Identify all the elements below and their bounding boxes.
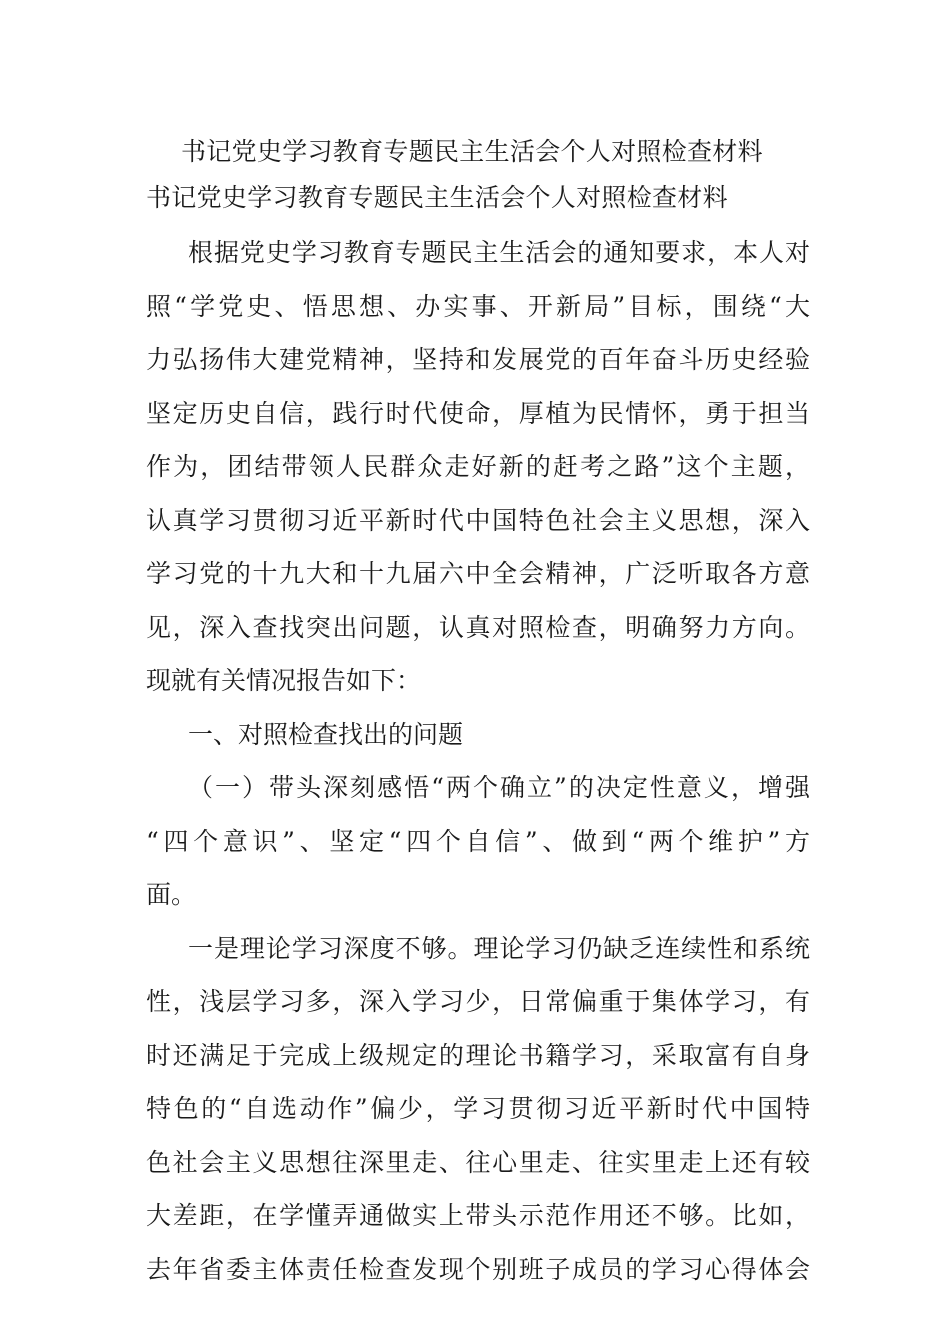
paragraph-line: 作为，团结带领人民群众走好新的赶考之路”这个主题， [146,452,810,481]
paragraph-line: 大差距，在学懂弄通做实上带头示范作用还不够。比如， [146,1201,810,1230]
paragraph-line: 特色的“自选动作”偏少，学习贯彻习近平新时代中国特 [146,1094,810,1123]
subsection-heading-line: “四个意识”、坚定“四个自信”、做到“两个维护”方 [146,826,810,856]
paragraph-line: 认真学习贯彻习近平新时代中国特色社会主义思想，深入 [146,505,810,535]
paragraph-line: 根据党史学习教育专题民主生活会的通知要求，本人对 [188,238,810,267]
paragraph-line: 色社会主义思想往深里走、往心里走、往实里走上还有较 [146,1147,810,1177]
document-title: 书记党史学习教育专题民主生活会个人对照检查材料 [181,137,763,166]
document-title-repeat: 书记党史学习教育专题民主生活会个人对照检查材料 [146,183,728,212]
paragraph-line: 力弘扬伟大建党精神，坚持和发展党的百年奋斗历史经验 [146,345,810,374]
paragraph-line: 性，浅层学习多，深入学习少，日常偏重于集体学习，有 [146,987,810,1016]
paragraph-line: 学习党的十九大和十九届六中全会精神，广泛听取各方意 [146,559,810,588]
section-heading: 一、对照检查找出的问题 [188,719,464,749]
document-body [146,226,810,1296]
subsection-heading-line: （一）带头深刻感悟“两个确立”的决定性意义，增强 [188,773,810,802]
paragraph-line: 现就有关情况报告如下： [146,666,422,695]
paragraph-line: 时还满足于完成上级规定的理论书籍学习，采取富有自身 [146,1040,810,1070]
paragraph-line: 坚定历史自信，践行时代使命，厚植为民情怀，勇于担当 [146,398,810,428]
paragraph-line: 去年省委主体责任检查发现个别班子成员的学习心得体会 [146,1254,810,1284]
paragraph-line: 照“学党史、悟思想、办实事、开新局”目标，围绕“大 [146,291,810,321]
paragraph-line: 一是理论学习深度不够。理论学习仍缺乏连续性和系统 [188,933,810,963]
subsection-heading-line: 面。 [146,880,197,909]
paragraph-line: 见，深入查找突出问题，认真对照检查，明确努力方向。 [146,612,810,642]
